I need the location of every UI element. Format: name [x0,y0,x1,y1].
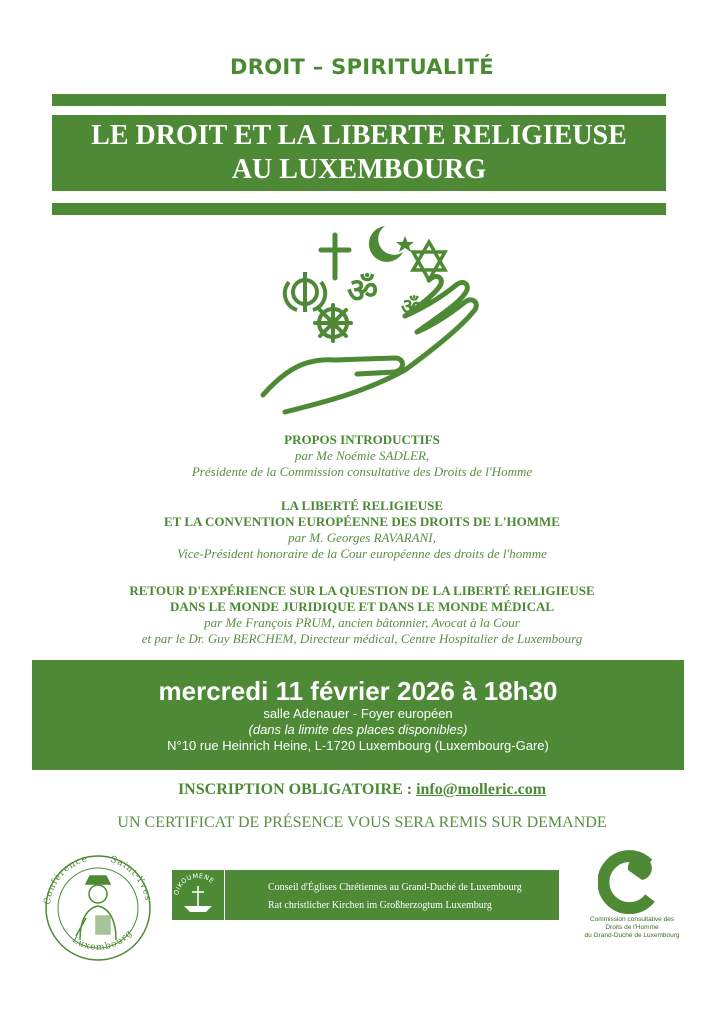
oikoumene-boat-icon [172,870,225,920]
registration-line [0,781,724,799]
title-line-1: LE DROIT ET LA LIBERTE RELIGIEUSE [91,120,627,151]
talk-heading: LA LIBERTÉ RELIGIEUSE [280,498,444,513]
conference-saint-yves-logo [36,848,160,966]
top-divider-bar [52,94,666,106]
logo-ring-text-right: Saint-Yves [108,854,153,903]
khanda-icon [285,272,325,312]
dharma-wheel-icon [315,305,351,341]
talk-heading: RETOUR D'EXPÉRIENCE SUR LA QUESTION DE LA LIBERTÉ RELIGIEUSE [129,583,595,598]
cross-icon [321,235,349,278]
ccel-name-fr: Conseil d'Églises Chrétiennes au Grand-Duché de Luxembourg [268,882,522,893]
crescent-star-icon [369,226,414,262]
talk-heading: DANS LE MONDE JURIDIQUE ET DANS LE MONDE MÉDICAL [169,599,555,614]
cchd-line-3: du Grand-Duché de Luxembourg [584,932,680,939]
event-series-label: DROIT – SPIRITUALITÉ [230,55,494,79]
talk-speaker: et par le Dr. Guy BERCHEM, Directeur médical, Centre Hospitalier de Luxembourg [141,631,583,646]
bottom-divider-bar [52,203,666,215]
svg-text:Conférence [43,854,89,905]
cchd-line-2: Droits de l'Homme [605,924,659,931]
talk-introduction [0,432,724,480]
ccel-logo-banner [172,870,559,920]
event-details-banner [32,660,684,770]
talk-heading: ET LA CONVENTION EUROPÉENNE DES DROITS DE L'HOMME [164,514,560,529]
registration-email-link[interactable]: info@molleric.com [416,781,547,798]
cchd-logo-text [580,916,684,940]
talk-experience [0,583,724,647]
om-small-icon: ॐ [401,295,422,320]
event-capacity-note: (dans la limite des places disponibles) [248,722,468,737]
registration-label: INSCRIPTION OBLIGATOIRE : [177,781,413,798]
certificate-notice: UN CERTIFICAT DE PRÉSENCE VOUS SERA REMIS SUR DEMANDE [117,814,607,831]
event-date: mercredi 11 février 2026 à 18h30 [158,676,558,706]
talk-speaker-role: Vice-Président honoraire de la Cour européenne des droits de l'homme [177,546,547,561]
logo-ring-text-bottom: Luxembourg [70,928,135,953]
talk-speaker: par Me François PRUM, ancien bâtonnier, Avocat à la Cour [204,615,520,630]
religions-hand-emblem [245,220,495,420]
oikoumene-label: OIKOUMENE [172,871,216,897]
title-banner [52,115,666,191]
cchd-line-1: Commission consultative des [589,916,675,923]
ccel-name-de: Rat christlicher Kirchen im Großherzogtum Luxemburg [268,900,492,911]
talk-convention [0,498,724,562]
talk-heading: PROPOS INTRODUCTIFS [284,432,440,447]
svg-text:Saint-Yves [109,855,153,903]
cchd-c-logo-icon [598,850,662,914]
talk-speaker-role: Présidente de la Commission consultative des Droits de l'Homme [191,464,533,479]
event-venue: salle Adenauer - Foyer européen [263,706,453,721]
title-line-2: AU LUXEMBOURG [231,154,487,185]
logo-ring-text-left: Conférence [43,854,90,906]
saint-figure-icon [76,876,116,940]
om-icon: ॐ [347,271,379,311]
event-address: N°10 rue Heinrich Heine, L-1720 Luxembourg (Luxembourg-Gare) [167,738,549,753]
talk-speaker: par Me Noémie SADLER, [294,448,430,463]
star-of-david-icon [413,242,445,280]
talk-speaker: par M. Georges RAVARANI, [288,530,436,545]
